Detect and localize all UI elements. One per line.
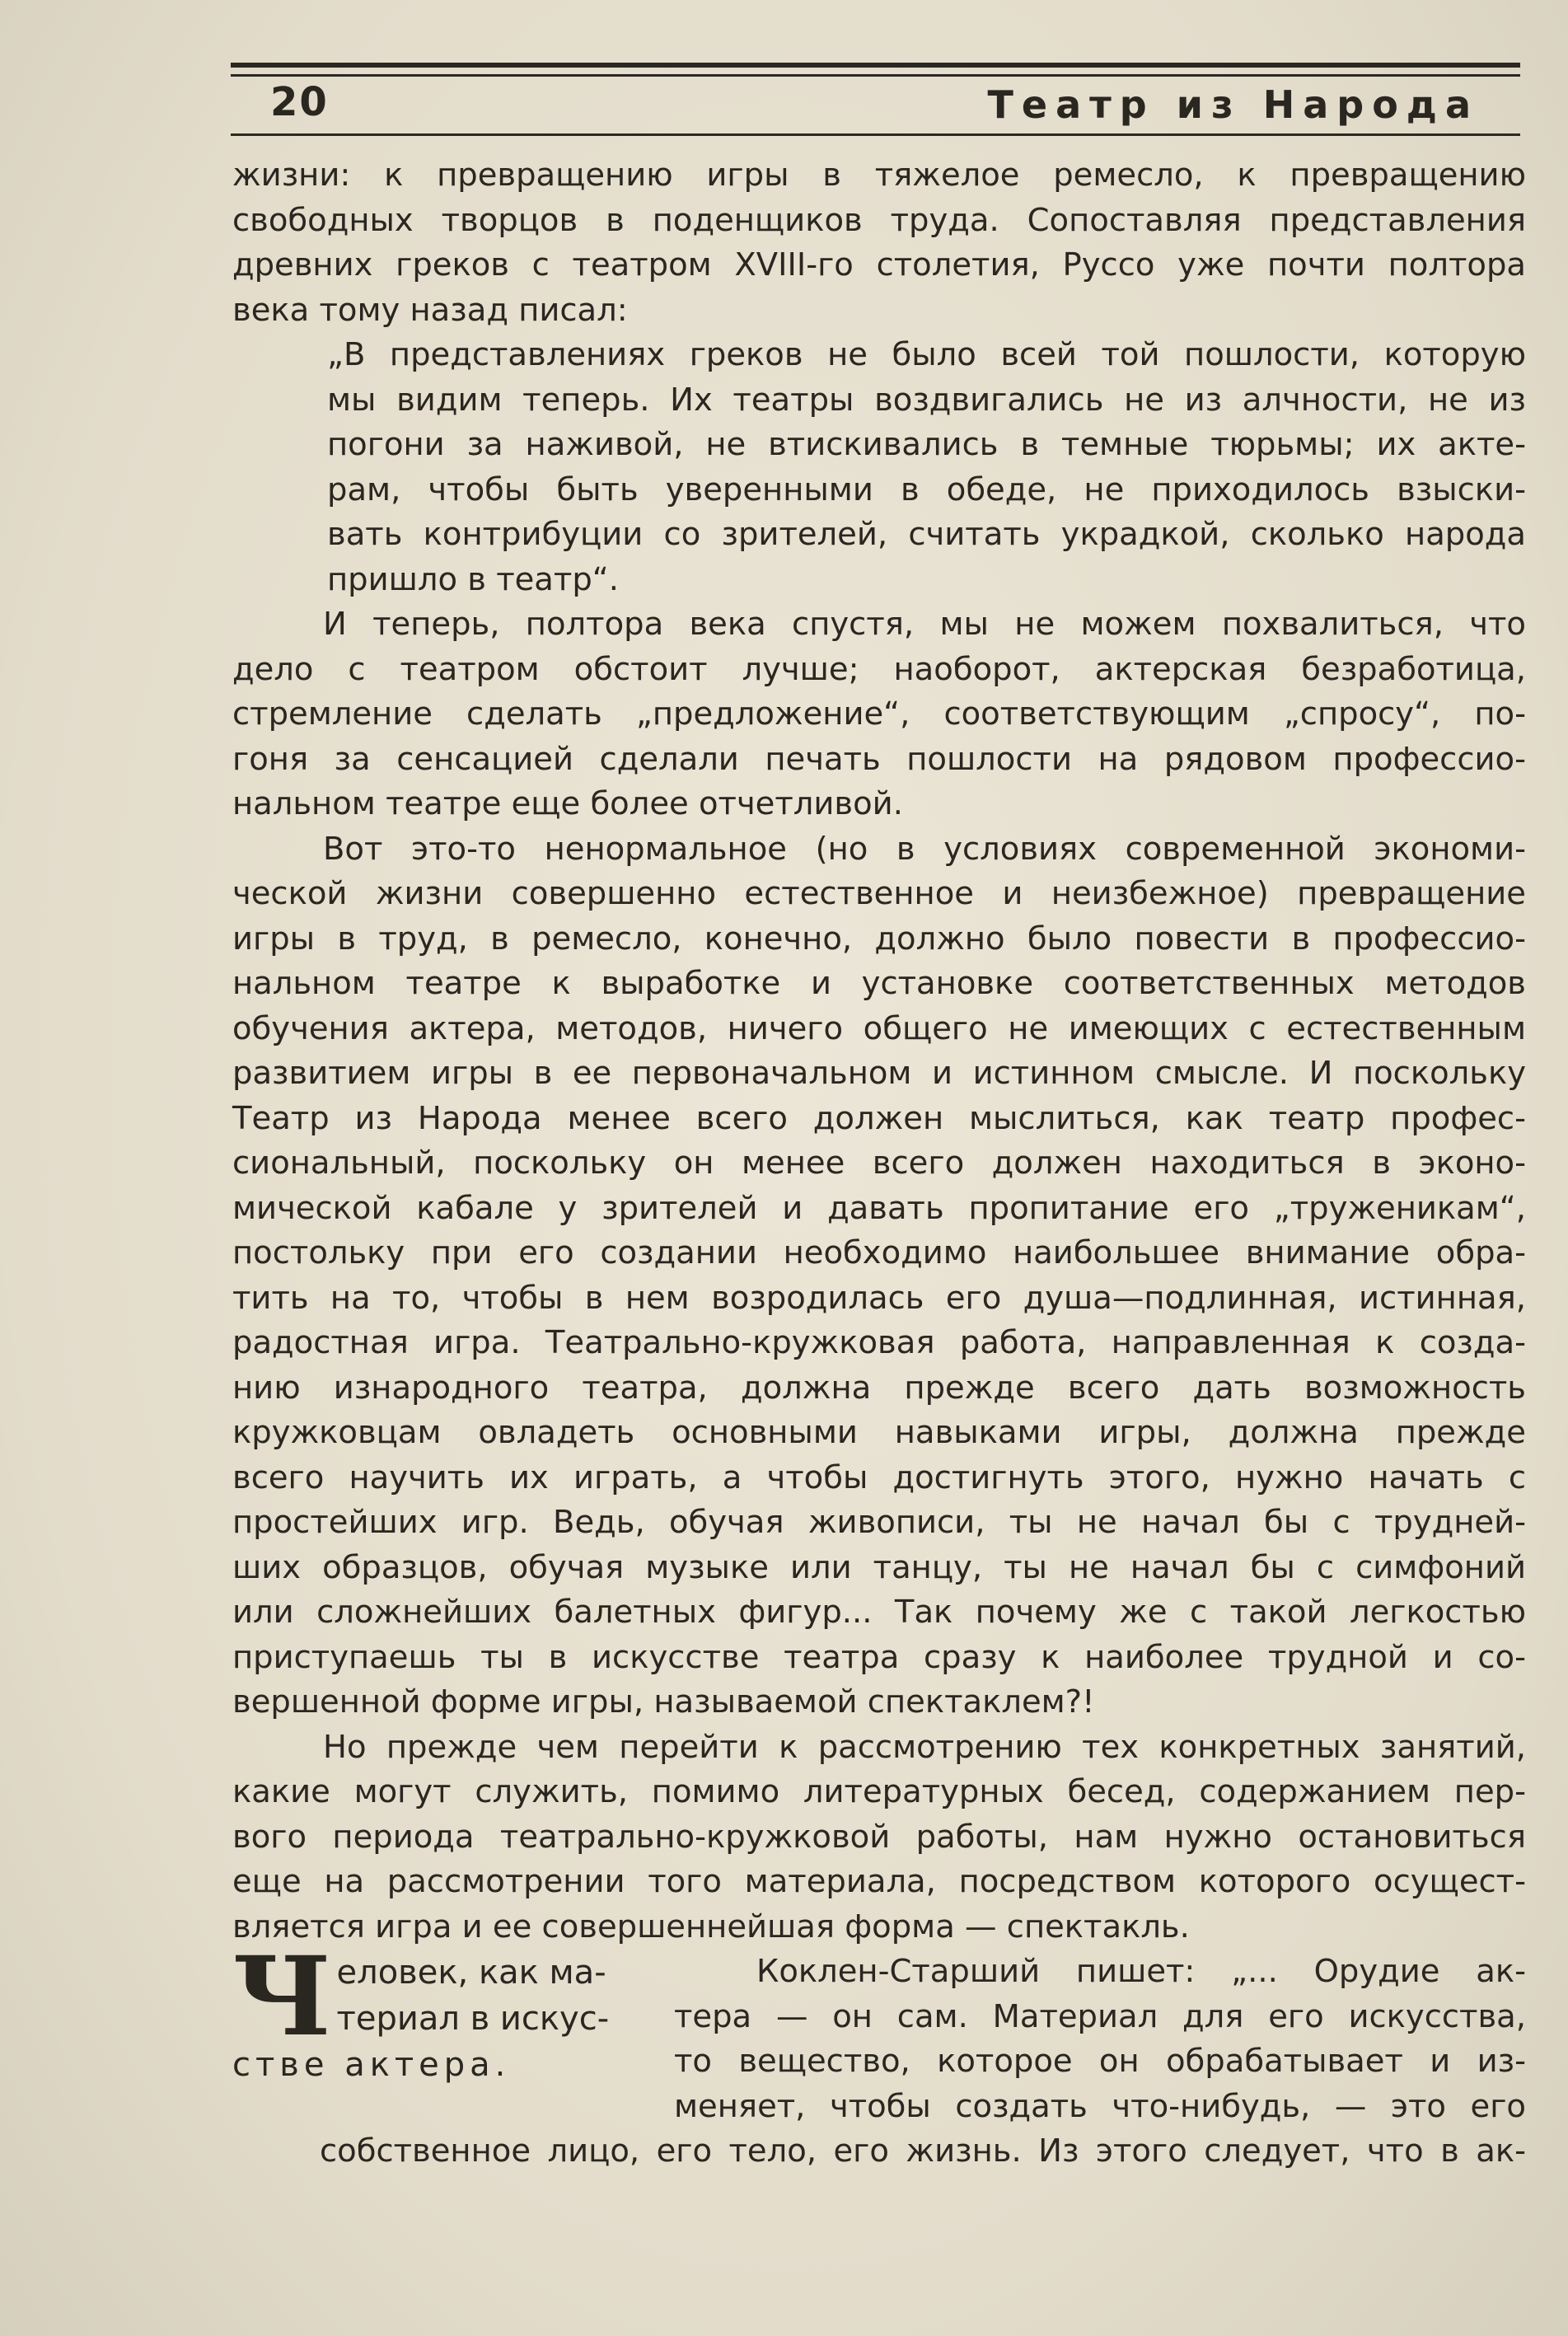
text-line: кружковцам овладеть основными навыками игры, должна прежде — [232, 1414, 1526, 1451]
header-rule-bottom — [231, 133, 1520, 136]
text-line: игры в труд, в ремесло, конечно, должно было повести в профессио- — [232, 920, 1526, 957]
text-line: Вот это-то ненормальное (но в условиях современной экономи- — [323, 830, 1526, 868]
text-line: тить на то, чтобы в нем возродилась его душа—подлинная, истинная, — [232, 1279, 1526, 1317]
quote-line: вать контрибуции со зрителей, считать украдкой, сколько народа — [327, 516, 1526, 553]
text-line: свободных творцов в поденщиков труда. Сопоставляя представления — [232, 201, 1526, 239]
drop-cap: Ч — [232, 1933, 332, 2061]
text-line: мической кабале у зрителей и давать пропитание его „труженикам“, — [232, 1189, 1526, 1227]
text-line: стремление сделать „предложение“, соответствующим „спросу“, по- — [232, 695, 1526, 733]
text-line: И теперь, полтора века спустя, мы не можем похвалиться, что — [323, 606, 1526, 643]
text-line: радостная игра. Театрально-кружковая работа, направленная к созда- — [232, 1324, 1526, 1361]
text-line: дело с театром обстоит лучше; наоборот, актерская безработица, — [232, 650, 1526, 688]
quote-line: пришло в театр“. — [327, 560, 619, 598]
text-line: постольку при его создании необходимо наибольшее внимание обра- — [232, 1234, 1526, 1271]
header-rule-thick — [231, 63, 1520, 68]
running-title: Театр из Народа — [987, 82, 1479, 127]
text-line: нию изнародного театра, должна прежде всего дать возможность — [232, 1369, 1526, 1407]
header-rule-thin — [231, 74, 1520, 77]
quote-line: мы видим теперь. Их театры воздвигались не из алчности, не из — [327, 381, 1526, 419]
text-line: нальном театре к выработке и установке соответственных методов — [232, 965, 1526, 1002]
quote-line: рам, чтобы быть уверенными в обеде, не приходилось взыски- — [327, 470, 1526, 508]
text-line: жизни: к превращению игры в тяжелое ремесло, к превращению — [232, 157, 1526, 194]
section-text-column — [674, 1950, 1526, 2129]
text-line: ших образцов, обучая музыке или танцу, ты не начал бы с симфоний — [232, 1548, 1526, 1586]
text-line: развитием игры в ее первоначальном и истинном смысле. И поскольку — [232, 1055, 1526, 1092]
heading-line: стве актера. — [232, 2046, 511, 2084]
text-line: всего научить их играть, а чтобы достигнуть этого, нужно начать с — [232, 1458, 1526, 1496]
heading-line: еловек, как ма- — [336, 1954, 606, 1992]
text-line: вого периода театрально-кружковой работы, нам нужно остановиться — [232, 1818, 1526, 1856]
text-line: ческой жизни совершенно естественное и неизбежное) превращение — [232, 875, 1526, 912]
quote-line: погони за наживой, не втискивались в темные тюрьмы; их акте- — [327, 426, 1526, 463]
text-line: меняет, чтобы создать что-нибудь, — это его — [674, 2087, 1526, 2125]
section-last-line — [320, 2129, 1526, 2174]
text-line: обучения актера, методов, ничего общего не имеющих с естественным — [232, 1009, 1526, 1047]
main-text — [232, 153, 1526, 1950]
text-line: Коклен-Старший пишет: „... Орудие ак- — [756, 1953, 1526, 1990]
text-line: древних греков с театром XVIII-го столетия, Руссо уже почти полтора — [232, 246, 1526, 283]
text-line: сиональный, поскольку он менее всего должен находиться в эконо- — [232, 1145, 1526, 1182]
quote-line: „В представлениях греков не было всей той пошлости, которую — [327, 336, 1526, 373]
section-heading — [232, 1933, 661, 2088]
section-actor-material — [232, 1933, 1526, 2197]
text-line: века тому назад писал: — [232, 291, 628, 329]
text-line: гоня за сенсацией сделали печать пошлости на рядовом профессио- — [232, 740, 1526, 778]
text-line: какие могут служить, помимо литературных бесед, содержанием пер- — [232, 1773, 1526, 1810]
text-line: нальном театре еще более отчетливой. — [232, 785, 903, 822]
page-number: 20 — [270, 79, 329, 125]
text-line: вершенной форме игры, называемой спектаклем?! — [232, 1683, 1095, 1720]
text-line: приступаешь ты в искусстве театра сразу к наиболее трудной и со- — [232, 1638, 1526, 1676]
text-line: собственное лицо, его тело, его жизнь. Из этого следует, что в ак- — [320, 2132, 1526, 2170]
heading-line: териал в искус- — [336, 2000, 610, 2038]
text-line: Но прежде чем перейти к рассмотрению тех конкретных занятий, — [323, 1728, 1526, 1766]
text-line: тера — он сам. Материал для его искусства, — [674, 1997, 1526, 2035]
text-line: то вещество, которое он обрабатывает и из- — [674, 2043, 1526, 2080]
text-line: простейших игр. Ведь, обучая живописи, ты не начал бы с трудней- — [232, 1504, 1526, 1541]
text-line: или сложнейших балетных фигур... Так почему же с такой легкостью — [232, 1594, 1526, 1631]
text-line: еще на рассмотрении того материала, посредством которого осущест- — [232, 1863, 1526, 1900]
text-line: вляется игра и ее совершеннейшая форма — спектакль. — [232, 1908, 1190, 1945]
text-line: Театр из Народа менее всего должен мыслиться, как театр профес- — [232, 1099, 1526, 1137]
